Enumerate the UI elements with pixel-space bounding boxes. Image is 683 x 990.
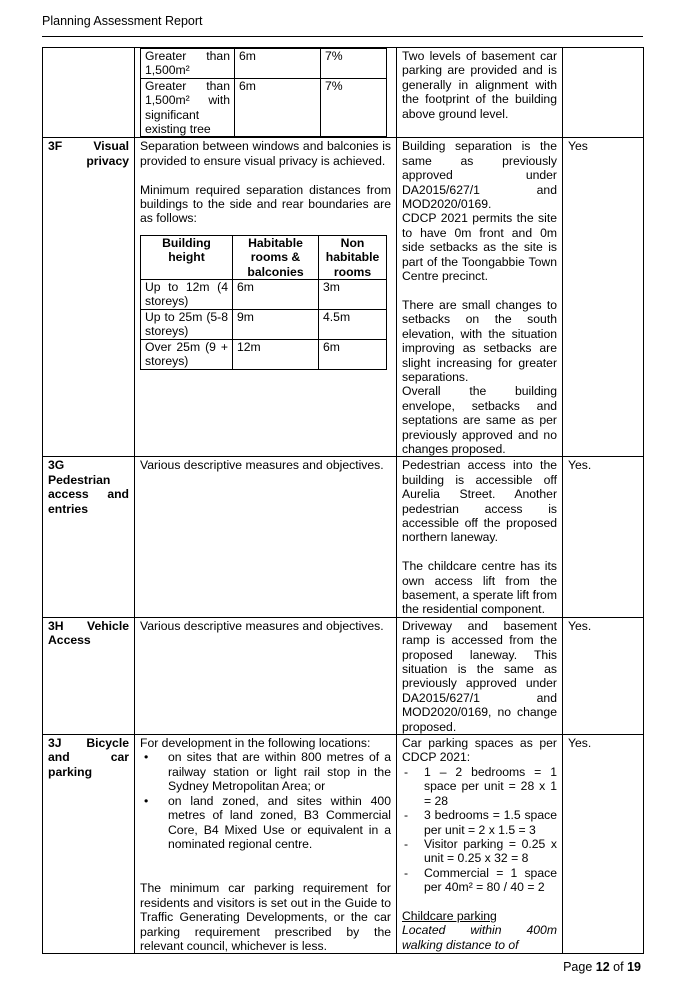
table-row	[141, 49, 387, 79]
table-cell: Over 25m (9 + storeys)	[141, 339, 233, 369]
table-cell: Greater than 1,500m²	[145, 49, 230, 78]
comment-cell	[397, 735, 563, 954]
control-text: Separation between windows and balconies is provided to ensure visual privacy is achieved.	[140, 139, 391, 168]
table-row	[43, 617, 644, 734]
criterion-name: and	[48, 750, 70, 765]
criterion-id: 3J	[48, 736, 62, 751]
table-cell: Up to 25m (5-8 storeys)	[141, 309, 233, 339]
control-cell	[135, 138, 397, 457]
parking-list	[402, 765, 557, 895]
page-label: Page	[563, 960, 593, 974]
page-total: 19	[627, 960, 641, 974]
criterion-name: Access	[48, 633, 91, 648]
list-item: - 1 – 2 bedrooms = 1 space per unit = 28 x 1 = 28	[402, 765, 557, 808]
table-cell: Greater than 1,500m² with significant existing tree	[141, 78, 235, 137]
comment-text: The childcare centre has its own access lift from the basement, a sperate lift from the residential component.	[402, 559, 557, 617]
comment-text: Overall the building envelope, setbacks and septations are same as per previously approved and no changes proposed.	[402, 384, 557, 456]
criterion-id: 3F	[48, 139, 63, 154]
comment-cell	[397, 138, 563, 457]
criterion-name: car	[110, 750, 129, 765]
comment-text: There are small changes to setbacks on the south elevation, with the situation improving as setbacks are slight increasing for greater separations.	[402, 297, 557, 384]
list-item: - Commercial = 1 space per 40m² = 80 / 40 = 2	[402, 866, 557, 895]
list-item: - Visitor parking = 0.25 x unit = 0.25 x 32 = 8	[402, 837, 557, 866]
page-of: of	[613, 960, 624, 974]
table-cell: 6m	[319, 339, 387, 369]
compliance-cell: Yes.	[563, 735, 644, 954]
childcare-heading: Childcare parking	[402, 908, 497, 923]
table-row	[43, 735, 644, 954]
page-header-title: Planning Assessment Report	[42, 14, 203, 28]
table-cell: 6m	[233, 280, 319, 310]
comment-text: Located within 400m walking distance to of	[402, 923, 557, 952]
table-row	[141, 78, 387, 137]
table-cell: 7%	[321, 49, 387, 79]
comment-cell: Driveway and basement ramp is accessed from the proposed laneway. This situation is the same as previously approved under DA2015/627/1 and MOD2020/0169, no change proposed.	[397, 617, 563, 734]
criterion-id: 3G	[48, 458, 65, 473]
comment-text: Building separation is the same as previously approved under DA2015/627/1 and MOD2020/0169.	[402, 139, 557, 212]
criterion-name: and	[107, 487, 129, 502]
criterion-id: 3H	[48, 618, 64, 633]
table-cell: 7%	[321, 78, 387, 137]
criterion-cell	[43, 138, 135, 457]
list-item: • on land zoned, and sites within 400 metres of land zoned, B3 Commercial Core, B4 Mixed Use or equivalent in a nominated regional centre.	[140, 794, 391, 852]
table-row	[43, 138, 644, 457]
column-header: Habitable rooms & balconies	[233, 235, 319, 279]
table-cell: 3m	[319, 280, 387, 310]
compliance-cell: Yes.	[563, 617, 644, 734]
column-header: Non habitable rooms	[319, 235, 387, 279]
control-text: The minimum car parking requirement for residents and visitors is set out in the Guide to Traffic Generating Developments, or the car parking requirement prescribed by the relevant council, whichever is less.	[140, 881, 391, 953]
list-item: • on sites that are within 800 metres of a railway station or light rail stop in the Sydney Metropolitan Area; or	[140, 750, 391, 793]
comment-text: Car parking spaces as per CDCP 2021:	[402, 736, 557, 765]
criterion-name: Pedestrian	[48, 472, 111, 487]
table-row	[141, 339, 387, 369]
control-cell: Various descriptive measures and objectives.	[135, 617, 397, 734]
comment-cell: Two levels of basement car parking are provided and is generally in alignment with the footprint of the building above ground level.	[397, 48, 563, 138]
table-row	[141, 280, 387, 310]
list-item: - 3 bedrooms = 1.5 space per unit = 2 x 1.5 = 3	[402, 808, 557, 837]
control-cell	[135, 48, 397, 138]
table-cell: 6m	[235, 78, 321, 137]
assessment-table	[42, 47, 644, 954]
table-cell: 12m	[233, 339, 319, 369]
table-cell: 6m	[235, 49, 321, 79]
table-row	[43, 457, 644, 617]
control-cell	[135, 735, 397, 954]
criterion-name: Vehicle	[86, 618, 129, 633]
separation-table	[140, 235, 387, 370]
criterion-cell	[43, 735, 135, 954]
page-number: 12	[595, 960, 610, 974]
bullet-list	[140, 750, 391, 851]
criterion-cell	[43, 457, 135, 617]
table-cell: 9m	[233, 309, 319, 339]
control-text: Minimum required separation distances from buildings to the side and rear boundaries are as follows:	[140, 182, 391, 226]
page-footer	[563, 960, 641, 974]
table-row	[43, 48, 644, 138]
control-cell: Various descriptive measures and objectives.	[135, 457, 397, 617]
table-cell: 4.5m	[319, 309, 387, 339]
comment-cell	[397, 457, 563, 617]
criterion-name: Bicycle	[86, 736, 129, 751]
compliance-cell: Yes.	[563, 457, 644, 617]
column-header: Building height	[141, 235, 233, 279]
table-row	[141, 309, 387, 339]
comment-text: CDCP 2021 permits the site to have 0m front and 0m side setbacks as the site is part of the Toongabbie Town Centre precinct.	[402, 211, 557, 284]
table-header-row	[141, 235, 387, 279]
compliance-cell: Yes	[563, 138, 644, 457]
criterion-name: Visual privacy	[86, 139, 129, 168]
comment-text: Pedestrian access into the building is accessible off Aurelia Street. Another pedestrian access is accessible off the proposed northern laneway.	[402, 458, 557, 545]
control-text: For development in the following locations:	[140, 736, 371, 751]
criterion-name: access	[48, 487, 89, 502]
criterion-name: entries	[48, 501, 88, 516]
setback-table	[140, 48, 387, 137]
table-cell: Up to 12m (4 storeys)	[141, 280, 233, 310]
criterion-cell	[43, 617, 135, 734]
criterion-name: parking	[48, 764, 93, 779]
header-rule	[42, 36, 643, 37]
